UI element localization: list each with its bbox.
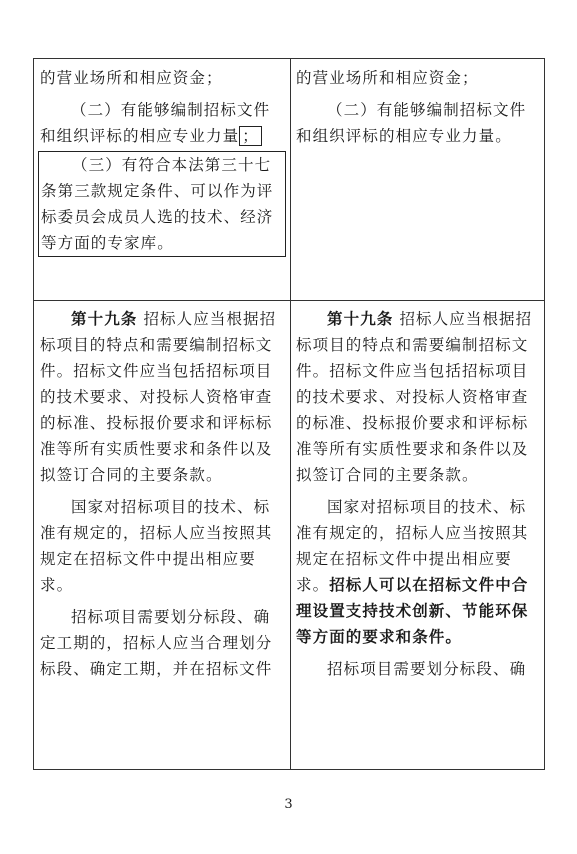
right-article-title: 第十九条 (327, 309, 394, 328)
right-article-19-para-2 (296, 494, 542, 650)
right-article-19-para-3: 招标项目需要划分标段、确 (327, 660, 527, 678)
left-item-3-text: （三）有符合本法第三十七条第三款规定条件、可以作为评标委员会成员人选的技术、经济等方面的专家库 (41, 156, 274, 252)
right-para-1-body: 招标人应当根据招标项目的特点和需要编制招标文件。招标文件应当包括招标项目的技术要求、对投标人资格审查的标准、投标报价要求和评标标准等所有实质性要求和条件以及拟签订合同的主要条款。 (296, 310, 533, 484)
left-article-19-para-2: 国家对招标项目的技术、标准有规定的，招标人应当按照其规定在招标文件中提出相应要求。 (40, 498, 273, 594)
left-para-1-body: 招标人应当根据招标项目的特点和需要编制招标文件。招标文件应当包括招标项目的技术要求、对投标人资格审查的标准、投标报价要求和评标标准等所有实质性要求和条件以及拟签订合同的主要条款。 (40, 310, 277, 484)
left-bottom-cell (40, 306, 286, 682)
left-article-title: 第十九条 (71, 309, 138, 328)
left-fund-line: 的营业场所和相应资金； (40, 69, 223, 87)
right-fund-line: 的营业场所和相应资金； (296, 69, 479, 87)
left-item-2 (40, 97, 286, 149)
page-number: 3 (284, 797, 293, 812)
right-article-19-para-1 (296, 306, 542, 488)
left-item-3-box (38, 151, 286, 257)
comparison-table (33, 58, 545, 770)
left-item-3-end: 。 (157, 234, 174, 252)
right-para-2-plain: 国家对招标项目的技术、标准有规定的，招标人应当按照其规定在招标文件中提出相应要求。 (296, 498, 529, 594)
right-item-2: （二）有能够编制招标文件和组织评标的相应专业力量。 (296, 101, 527, 145)
left-item-3 (41, 152, 283, 256)
left-article-19-para-1 (40, 306, 286, 488)
right-para-2-added-text: 招标人可以在招标文件中合理设置支持技术创新、节能环保等方面的要求和条件。 (296, 575, 529, 646)
left-item-2-marked-punct: ； (239, 126, 262, 146)
left-top-cell (40, 65, 286, 257)
left-article-19-para-3: 招标项目需要划分标段、确定工期的，招标人应当合理划分标段、确定工期，并在招标文件 (40, 608, 273, 678)
left-item-2-text: （二）有能够编制招标文件和组织评标的相应专业力量 (40, 101, 271, 145)
row-divider (34, 300, 544, 301)
right-top-cell (296, 65, 542, 149)
right-bottom-cell (296, 306, 542, 682)
column-divider (290, 59, 291, 769)
